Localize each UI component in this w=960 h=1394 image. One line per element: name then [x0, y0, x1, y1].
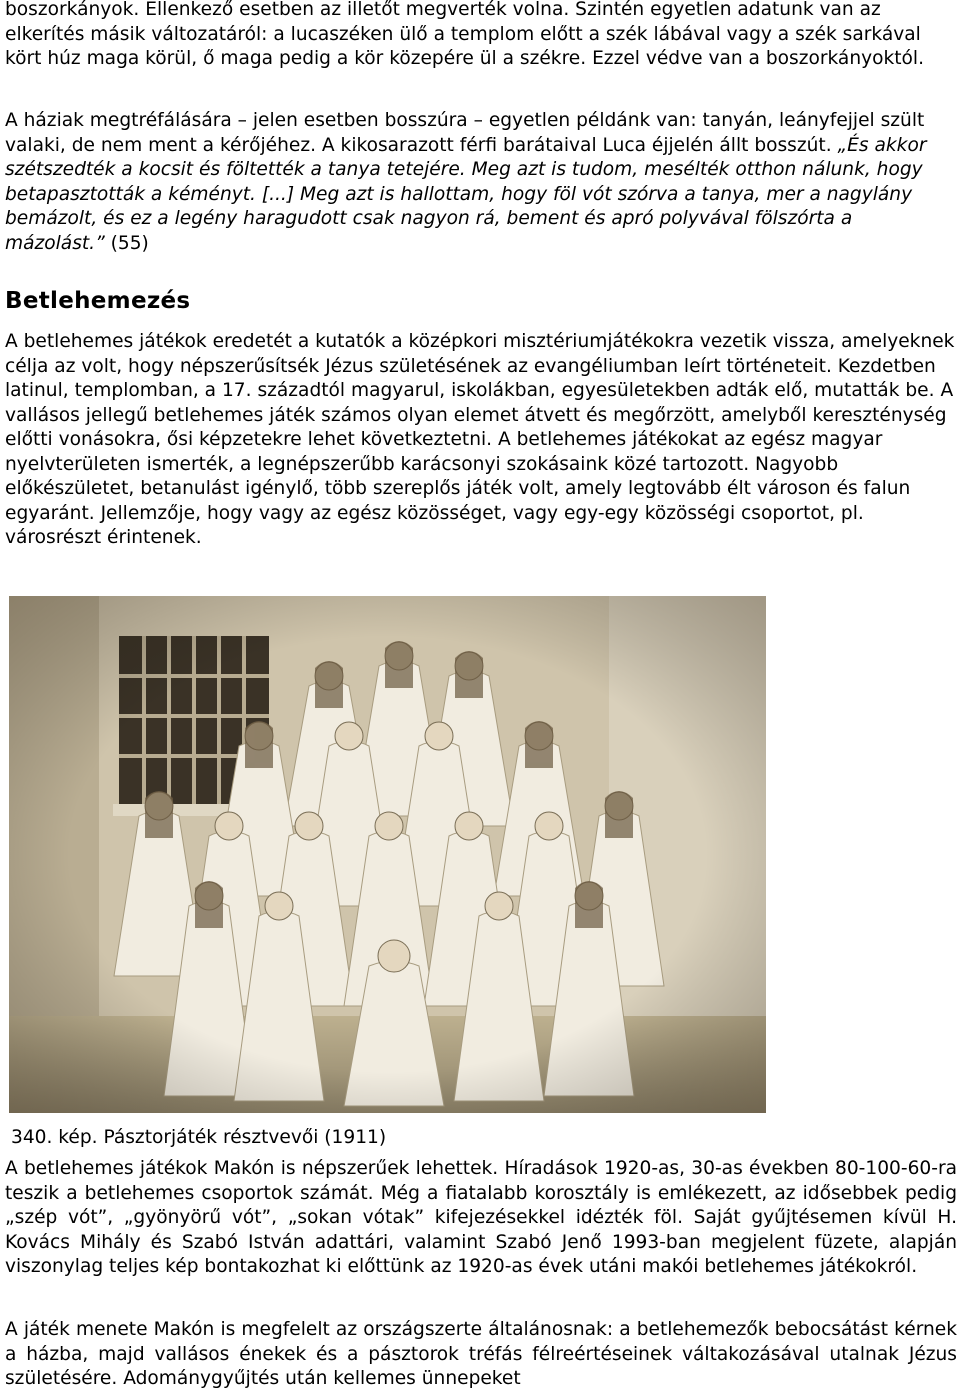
paragraph-intro: A háziak megtréfálására – jelen esetben bosszúra – egyetlen példánk van: tanyán, leányfejjel szült valaki, de nem ment a kérőjéhez. A kikosarazott férfi barátaival Luca éjjelén állt bosszút.: [5, 110, 925, 156]
paragraph-mako-betlehemes: A betlehemes játékok Makón is népszerűek lehettek. Híradások 1920-as, 30-as években 80-100-60-ra teszik a betlehemes csoportok számát. Még a fiatalabb korosztály is emlékezett, az idősebbek pedig „szép vót”, „gyönyörű vót”, „sokan vótak” kifejezésekkel idézték föl. Saját gyűjtésemen kívül H. Kovács Mihály és Szabó István adattári, valamint Szabó Jenő 1993-ban megjelent füzete, alapján viszonylag teljes kép bontakozhat ki előttünk az 1920-as évek utáni makói betlehemes játékokról.: [5, 1158, 957, 1277]
historical-photo: [9, 596, 766, 1113]
reference-number: (55): [104, 232, 149, 254]
section-title: Betlehemezés: [5, 288, 191, 314]
paragraph-jatek-menete: A játék menete Makón is megfelelt az országszerte általánosnak: a betlehemezők bebocsátást kérnek a házba, majd vallásos énekek és a pásztorok tréfás félreértéseinek váltakozásával utalnak Jézus születésére. Adománygyűjtés után kellemes ünnepeket: [5, 1319, 957, 1389]
photo-caption: 340. kép. Pásztorjáték résztvevői (1911): [11, 1127, 387, 1148]
paragraph-betlehemes-eredet: A betlehemes játékok eredetét a kutatók a középkori misztériumjátékokra vezetik vissza, amelyeknek célja az volt, hogy népszerűsítsék Jézus születésének az evangéliumban leírt történeteit. Kezdetben latinul, templomban, a 17. századtól magyarul, iskolákban, egyesületekben adták elő, mutatták be. A vallásos jellegű betlehemes játék számos olyan elemet átvett és megőrzött, amelyből kereszténység előtti vonásokra, ősi képzetekre lehet következtetni. A betlehemes játékokat az egész magyar nyelvterületen ismerték, a legnépszerűbb karácsonyi szokásaink közé tartozott. Nagyobb előkészületet, betanulást igénylő, több szereplős játék volt, amely legtovább élt városon és falun egyaránt. Jellemzője, hogy vagy az egész közösséget, vagy egy-egy közösségi csoportot, pl. városrészt érintenek.: [5, 331, 955, 548]
interview-quote: „És akkor szétszedték a kocsit és föltették a tanya tetejére. Meg azt is tudom, mesélték otthon nálunk, hogy betapasztották a kéményt. [...] Meg azt is hallottam, hogy föl vót szórva a tanya, mer a nagylány bemázolt, és ez a legény haragudott csak nagyon rá, bement és apró polyvával fölszórta a mázolást.”: [5, 134, 927, 254]
paragraph-lucaszek: boszorkányok. Ellenkező esetben az illetőt megverték volna. Szintén egyetlen adatunk van az elkerítés másik változatáról: a lucaszéken ülő a templom előtt a szék lábával vagy a szék sarkával kört húz maga körül, ő maga pedig a kör közepére ül a székre. Ezzel védve van a boszorkányoktól.: [5, 0, 925, 69]
group-photo-illustration: [9, 596, 766, 1113]
paragraph-haziak-megtrefalasa: [5, 109, 957, 256]
